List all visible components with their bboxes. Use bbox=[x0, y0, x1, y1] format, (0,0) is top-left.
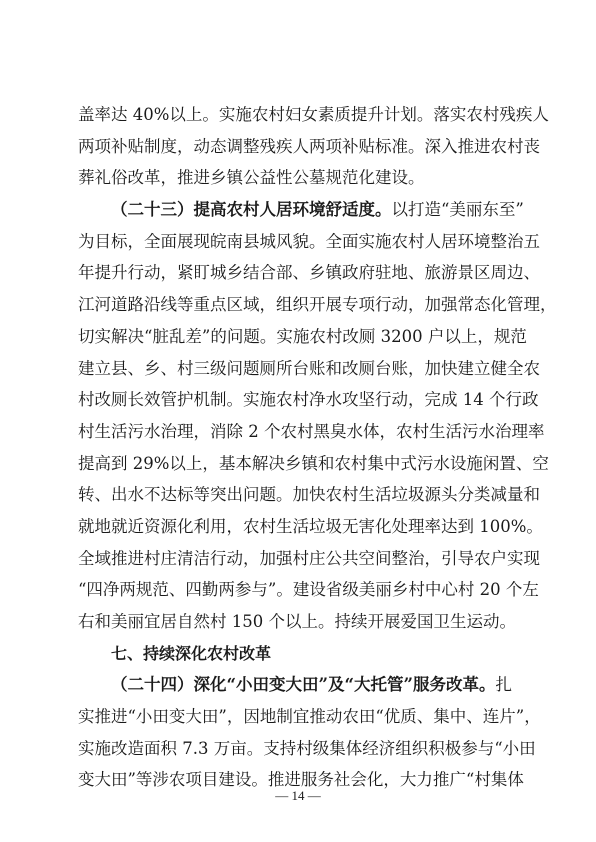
text-line: 盖率达 40%以上。实施农村妇女素质提升计划。落实农村残疾人 bbox=[78, 105, 549, 124]
text-line: 转、出水不达标等突出问题。加快农村生活垃圾源头分类减量和 bbox=[78, 485, 540, 505]
text-line: 村生活污水治理，消除 2 个农村黑臭水体，农村生活污水治理率 bbox=[78, 421, 545, 441]
paragraph-heading-line bbox=[78, 669, 522, 701]
section-heading: 七、持续深化农村改革 bbox=[111, 643, 272, 663]
text-line: 建立县、乡、村三级问题厕所台账和改厕台账，加快建立健全农 bbox=[78, 358, 540, 378]
paragraph-heading: （二十三）提高农村人居环境舒适度。 bbox=[111, 200, 392, 220]
text-line: 村改厕长效管护机制。实施农村净水攻坚行动，完成 14 个行政 bbox=[78, 390, 539, 410]
text-line: 提高到 29%以上，基本解决乡镇和农村集中式污水设施闲置、空 bbox=[78, 453, 549, 473]
text-span: 扎 bbox=[495, 675, 512, 695]
text-line: 葬礼俗改革，推进乡镇公益性公墓规范化建设。 bbox=[78, 168, 425, 188]
text-line: 变大田”等涉农项目建设。推进服务社会化，大力推广“村集体 bbox=[78, 770, 524, 790]
text-line: 全域推进村庄清洁行动，加强村庄公共空间整治，引导农户实现 bbox=[78, 548, 540, 568]
text-line: 江河道路沿线等重点区域，组织开展专项行动，加强常态化管理， bbox=[78, 295, 557, 315]
text-line: 为目标，全面展现皖南县城风貌。全面实施农村人居环境整治五 bbox=[78, 231, 540, 251]
paragraph-heading-line bbox=[78, 194, 522, 226]
page-number: — 14 — bbox=[275, 788, 321, 803]
text-line: 就地就近资源化利用，农村生活垃圾无害化处理率达到 100%。 bbox=[78, 516, 543, 536]
text-line: 实施改造面积 7.3 万亩。支持村级集体经济组织积极参与“小田 bbox=[78, 738, 536, 758]
text-span: 以打造“美丽东至” bbox=[391, 200, 524, 220]
text-line: 两项补贴制度，动态调整残疾人两项补贴标准。深入推进农村丧 bbox=[78, 136, 540, 156]
text-line: 实推进“小田变大田”，因地制宜推动农田“优质、集中、连片”， bbox=[78, 707, 541, 727]
text-line: “四净两规范、四勤两参与”。建设省级美丽乡村中心村 20 个左 bbox=[78, 580, 539, 600]
paragraph-heading: （二十四）深化“小田变大田”及“大托管”服务改革。 bbox=[111, 675, 496, 695]
body-text bbox=[78, 99, 557, 796]
text-line: 年提升行动，紧盯城乡结合部、乡镇政府驻地、旅游景区周边、 bbox=[78, 263, 540, 283]
text-line: 切实解决“脏乱差”的问题。实施农村改厕 3200 户以上，规范 bbox=[78, 326, 527, 346]
text-line: 右和美丽宜居自然村 150 个以上。持续开展爱国卫生运动。 bbox=[78, 612, 516, 631]
